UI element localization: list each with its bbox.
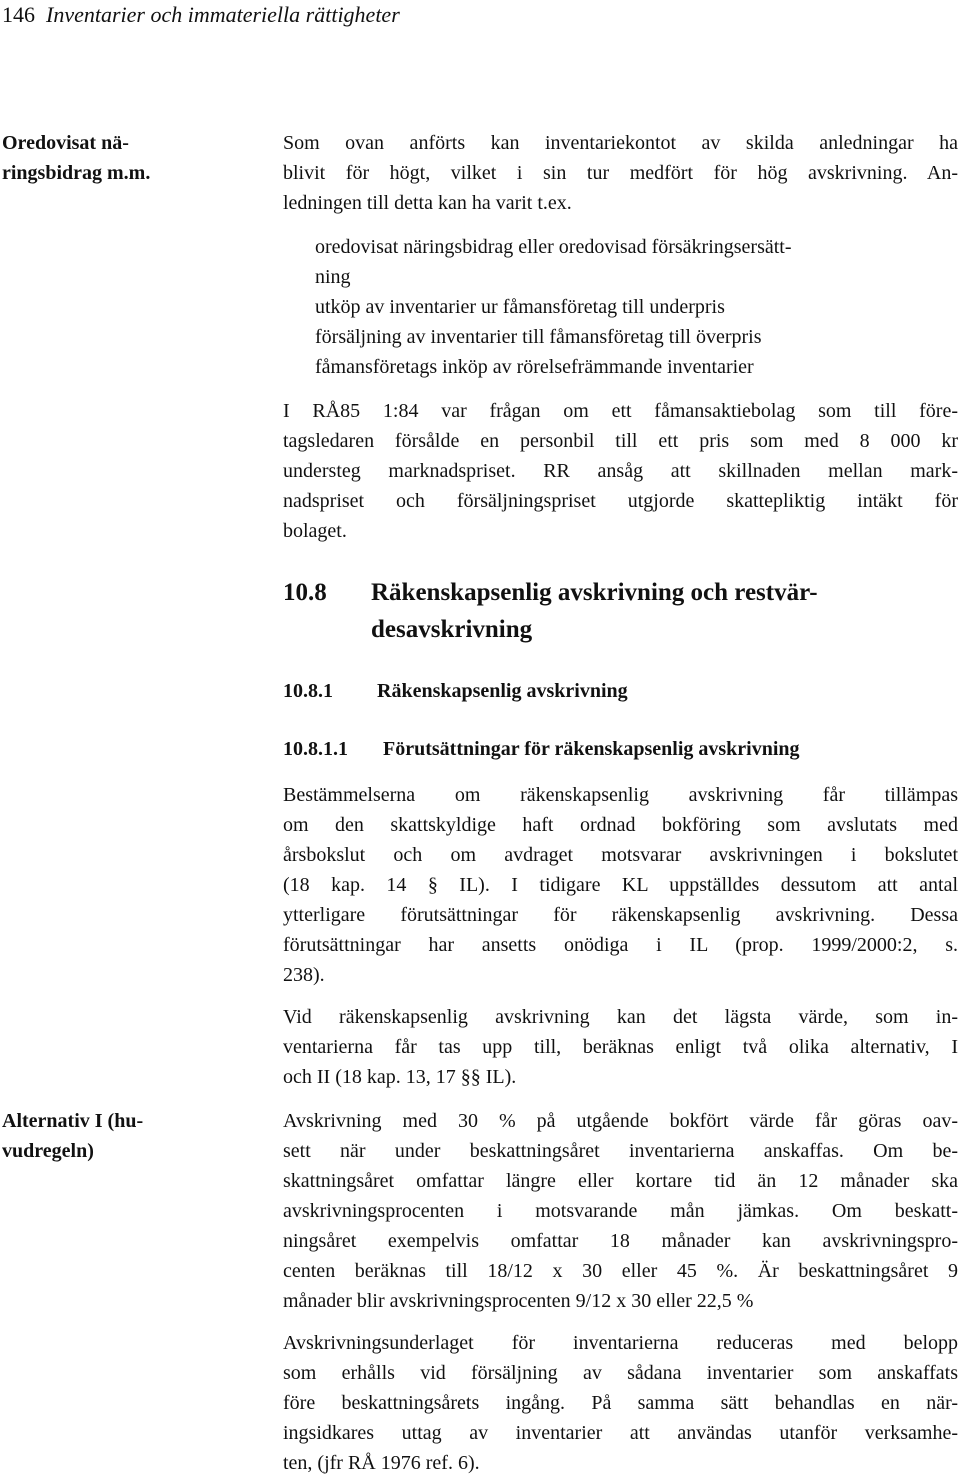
text-line: årsbokslut och om avdraget motsvarar avskrivningen i bokslutet bbox=[283, 844, 958, 866]
list-item: oredovisat näringsbidrag eller oredovisad försäkringsersätt- bbox=[315, 236, 792, 258]
section-title: Förutsättningar för räkenskapsenlig avskrivning bbox=[383, 738, 800, 760]
margin-note-oredovisat bbox=[2, 128, 242, 188]
text-line: understeg marknadspriset. RR ansåg att skillnaden mellan mark- bbox=[283, 460, 958, 482]
text-line: 238). bbox=[283, 964, 325, 986]
list-item: fåmansföretags inköp av rörelsefrämmande inventarier bbox=[315, 356, 754, 378]
text-line: I RÅ85 1:84 var frågan om ett fåmansaktiebolag som till före- bbox=[283, 400, 958, 422]
list-item: utköp av inventarier ur fåmansföretag till underpris bbox=[315, 296, 725, 318]
section-number: 10.8.1.1 bbox=[283, 738, 348, 760]
text-line: om den skattskyldige haft ordnad bokföring som avslutats med bbox=[283, 814, 958, 836]
text-line: ningsåret exempelvis omfattar 18 månader kan avskrivningspro- bbox=[283, 1230, 958, 1252]
margin-note-alternativ bbox=[2, 1106, 242, 1166]
text-line: (18 kap. 14 § IL). I tidigare KL uppställdes dessutom att antal bbox=[283, 874, 958, 896]
text-line: Avskrivningsunderlaget för inventarierna reduceras med belopp bbox=[283, 1332, 958, 1354]
text-line: före beskattningsårets ingång. På samma sätt behandlas en när- bbox=[283, 1392, 958, 1414]
examples-list bbox=[315, 232, 960, 382]
underlaget-paragraph bbox=[283, 1328, 958, 1478]
text-line: blivit för högt, vilket i sin tur medfört för hög avskrivning. An- bbox=[283, 162, 958, 184]
list-item: ning bbox=[315, 266, 351, 288]
text-line: ten, (jfr RÅ 1976 ref. 6). bbox=[283, 1452, 480, 1474]
text-line: och II (18 kap. 13, 17 §§ IL). bbox=[283, 1066, 517, 1088]
text-line: centen beräknas till 18/12 x 30 eller 45 %. Är beskattningsåret 9 bbox=[283, 1260, 958, 1282]
vid-paragraph bbox=[283, 1002, 958, 1092]
running-header bbox=[2, 2, 400, 28]
section-title-line: desavskrivning bbox=[371, 616, 533, 643]
page-number: 146 bbox=[2, 2, 35, 27]
text-line: avskrivningsprocenten i motsvarande mån jämkas. Om beskatt- bbox=[283, 1200, 958, 1222]
text-line: bolaget. bbox=[283, 520, 347, 542]
text-line: som erhålls vid försäljning av sådana inventarier som anskaffats bbox=[283, 1362, 958, 1384]
text-line: månader blir avskrivningsprocenten 9/12 x 30 eller 22,5 % bbox=[283, 1290, 754, 1312]
text-line: ventarierna får tas upp till, beräknas enligt två olika alternativ, I bbox=[283, 1036, 958, 1058]
margin-note-line: vudregeln) bbox=[2, 1140, 94, 1162]
text-line: skattningsåret omfattar längre eller kortare tid än 12 månader ska bbox=[283, 1170, 958, 1192]
margin-note-line: Oredovisat nä- bbox=[2, 132, 129, 154]
section-heading-10-8-1 bbox=[283, 676, 628, 706]
text-line: nadspriset och försäljningspriset utgjorde skattepliktig intäkt för bbox=[283, 490, 958, 512]
ra85-paragraph bbox=[283, 396, 958, 546]
text-line: sett när under beskattningsåret inventarierna anskaffas. Om be- bbox=[283, 1140, 958, 1162]
text-line: tagsledaren försålde en personbil till ett pris som med 8 000 kr bbox=[283, 430, 958, 452]
section-number: 10.8 bbox=[283, 579, 327, 606]
list-item: försäljning av inventarier till fåmansföretag till överpris bbox=[315, 326, 762, 348]
avskrivning-paragraph bbox=[283, 1106, 958, 1316]
section-title-line: Räkenskapsenlig avskrivning och restvär- bbox=[371, 579, 818, 606]
text-line: förutsättningar har ansetts onödiga i IL (prop. 1999/2000:2, s. bbox=[283, 934, 958, 956]
section-heading-10-8-1-1 bbox=[283, 734, 800, 764]
margin-note-line: Alternativ I (hu- bbox=[2, 1110, 144, 1132]
text-line: Vid räkenskapsenlig avskrivning kan det lägsta värde, som in- bbox=[283, 1006, 958, 1028]
text-line: Bestämmelserna om räkenskapsenlig avskrivning får tillämpas bbox=[283, 784, 958, 806]
text-line: ytterligare förutsättningar för räkenskapsenlig avskrivning. Dessa bbox=[283, 904, 958, 926]
section-heading-10-8 bbox=[283, 574, 958, 648]
text-line: ledningen till detta kan ha varit t.ex. bbox=[283, 192, 572, 214]
margin-note-line: ringsbidrag m.m. bbox=[2, 162, 151, 184]
text-line: Som ovan anförts kan inventariekontot av skilda anledningar ha bbox=[283, 132, 958, 154]
text-line: ingsidkares uttag av inventarier att användas utanför verksamhe- bbox=[283, 1422, 958, 1444]
section-title: Räkenskapsenlig avskrivning bbox=[377, 680, 628, 702]
bestammelserna-paragraph bbox=[283, 780, 958, 990]
section-number: 10.8.1 bbox=[283, 680, 333, 702]
chapter-title: Inventarier och immateriella rättigheter bbox=[46, 2, 400, 27]
text-line: Avskrivning med 30 % på utgående bokfört värde får göras oav- bbox=[283, 1110, 958, 1132]
intro-paragraph bbox=[283, 128, 958, 218]
